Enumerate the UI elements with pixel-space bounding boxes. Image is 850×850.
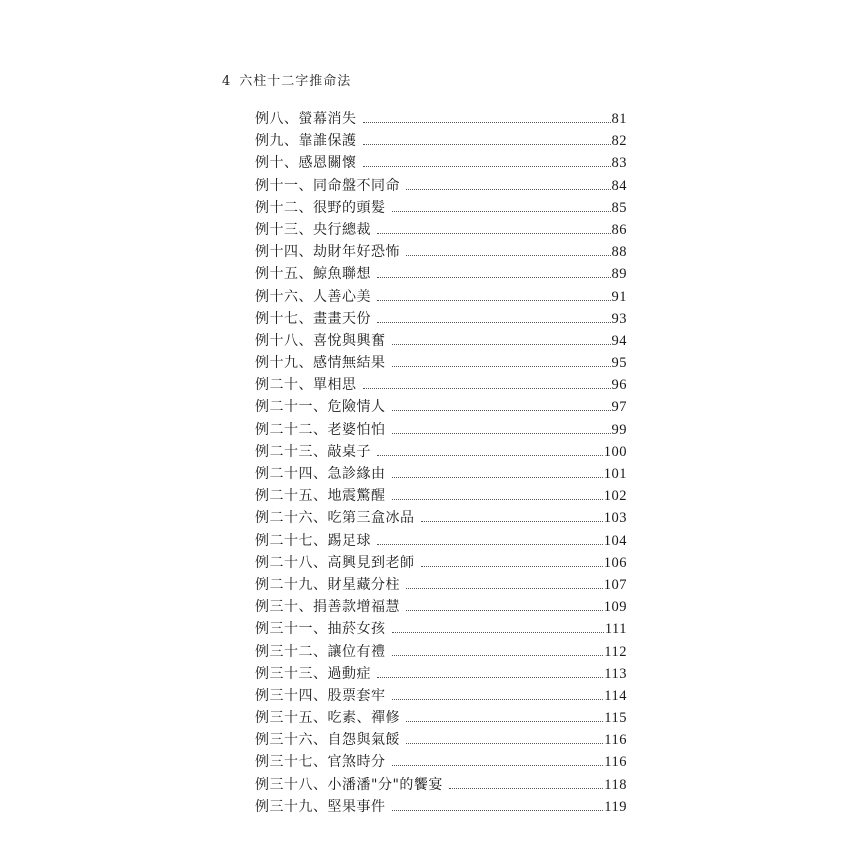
toc-entry — [255, 419, 627, 441]
toc-entry-title: 例二十八、高興見到老師 — [255, 554, 415, 571]
toc-entry — [255, 374, 627, 396]
toc-entry — [255, 485, 627, 507]
dot-leader — [392, 477, 603, 478]
toc-entry-title: 例二十七、踢足球 — [255, 532, 371, 549]
toc-entry-page: 96 — [611, 377, 627, 394]
toc-entry-title: 例三十三、過動症 — [255, 665, 371, 682]
table-of-contents — [255, 108, 627, 818]
toc-entry-title: 例三十一、抽菸女孩 — [255, 621, 386, 638]
toc-entry-page: 112 — [604, 643, 627, 660]
toc-entry-page: 88 — [611, 244, 627, 261]
dot-leader — [406, 189, 611, 190]
toc-entry-title: 例二十二、老婆怕怕 — [255, 421, 386, 438]
toc-entry-title: 例二十六、吃第三盒冰品 — [255, 510, 415, 527]
toc-entry-page: 106 — [603, 554, 627, 571]
toc-entry — [255, 441, 627, 463]
toc-entry — [255, 175, 627, 197]
toc-entry — [255, 751, 627, 773]
toc-entry-title: 例三十六、自怨與氣餒 — [255, 732, 400, 749]
toc-entry-page: 118 — [604, 776, 627, 793]
toc-entry — [255, 463, 627, 485]
dot-leader — [377, 300, 611, 301]
toc-entry — [255, 596, 627, 618]
dot-leader — [406, 743, 603, 744]
dot-leader — [392, 499, 603, 500]
header-page-number: 4 — [222, 74, 232, 89]
toc-entry-title: 例三十四、股票套牢 — [255, 687, 386, 704]
toc-entry — [255, 197, 627, 219]
toc-entry-page: 104 — [603, 532, 627, 549]
toc-entry-page: 81 — [611, 111, 627, 127]
toc-entry — [255, 152, 627, 174]
toc-entry — [255, 663, 627, 685]
toc-entry-page: 83 — [611, 155, 627, 172]
toc-entry-page: 91 — [611, 288, 627, 305]
toc-entry — [255, 219, 627, 241]
toc-entry — [255, 330, 627, 352]
toc-entry — [255, 530, 627, 552]
toc-entry — [255, 241, 627, 263]
toc-entry — [255, 263, 627, 285]
toc-entry-title: 例九、靠誰保護 — [255, 133, 357, 150]
toc-entry-title: 例三十五、吃素、禪修 — [255, 710, 400, 727]
toc-entry-title: 例二十四、急診緣由 — [255, 466, 386, 482]
toc-entry — [255, 707, 627, 729]
dot-leader — [363, 122, 611, 123]
toc-entry — [255, 685, 627, 707]
toc-entry-page: 93 — [611, 310, 627, 327]
toc-entry — [255, 729, 627, 751]
dot-leader — [377, 544, 603, 545]
toc-entry-page: 101 — [603, 466, 627, 482]
dot-leader — [377, 322, 611, 323]
dot-leader — [363, 166, 611, 167]
toc-entry-page: 103 — [603, 510, 627, 527]
dot-leader — [392, 344, 611, 345]
dot-leader — [392, 366, 611, 367]
dot-leader — [449, 788, 603, 789]
toc-entry-page: 111 — [604, 621, 627, 638]
toc-entry — [255, 108, 627, 130]
toc-entry-title: 例二十三、敲桌子 — [255, 443, 371, 460]
toc-entry-title: 例十四、劫財年好恐怖 — [255, 244, 400, 261]
dot-leader — [377, 277, 611, 278]
dot-leader — [392, 211, 611, 212]
toc-entry-page: 102 — [603, 488, 627, 505]
dot-leader — [392, 433, 611, 434]
toc-entry-title: 例二十五、地震驚醒 — [255, 488, 386, 505]
dot-leader — [406, 588, 603, 589]
toc-entry — [255, 130, 627, 152]
running-header — [222, 70, 351, 89]
dot-leader — [363, 144, 611, 145]
toc-entry — [255, 796, 627, 818]
toc-entry-title: 例十八、喜悅與興奮 — [255, 332, 386, 349]
toc-entry-title: 例二十九、財星藏分柱 — [255, 576, 400, 593]
dot-leader — [363, 388, 611, 389]
dot-leader — [392, 765, 604, 766]
toc-entry — [255, 574, 627, 596]
toc-entry-page: 94 — [611, 332, 627, 349]
toc-entry-page: 119 — [604, 798, 627, 815]
toc-entry — [255, 552, 627, 574]
toc-entry-title: 例十五、鯨魚聯想 — [255, 266, 371, 283]
toc-entry-title: 例十九、感情無結果 — [255, 355, 386, 372]
toc-entry-title: 例三十二、讓位有禮 — [255, 643, 386, 660]
toc-entry-title: 例三十、捐善款增福慧 — [255, 599, 400, 616]
toc-entry — [255, 352, 627, 374]
header-book-title: 六柱十二字推命法 — [239, 74, 352, 89]
toc-entry-page: 84 — [611, 177, 627, 194]
dot-leader — [406, 721, 603, 722]
dot-leader — [392, 410, 611, 411]
toc-entry-title: 例三十九、堅果事件 — [255, 798, 386, 815]
dot-leader — [406, 610, 603, 611]
toc-entry — [255, 641, 627, 663]
toc-entry-title: 例二十一、危險情人 — [255, 399, 386, 416]
toc-entry-page: 109 — [603, 599, 627, 616]
toc-entry-page: 100 — [603, 443, 627, 460]
toc-entry-page: 114 — [604, 687, 627, 704]
toc-entry-page: 116 — [604, 754, 627, 771]
dot-leader — [406, 255, 611, 256]
toc-entry-title: 例二十、單相思 — [255, 377, 357, 394]
toc-entry — [255, 618, 627, 640]
toc-entry-title: 例三十七、官煞時分 — [255, 754, 386, 771]
toc-entry-page: 86 — [611, 221, 627, 238]
dot-leader — [392, 655, 604, 656]
dot-leader — [392, 810, 604, 811]
dot-leader — [421, 566, 603, 567]
toc-entry-title: 例三十八、小潘潘"分"的饗宴 — [255, 776, 443, 793]
toc-entry — [255, 286, 627, 308]
toc-entry-page: 115 — [604, 710, 627, 727]
toc-entry-page: 89 — [611, 266, 627, 283]
toc-entry — [255, 396, 627, 418]
dot-leader — [377, 233, 611, 234]
toc-entry-title: 例十七、畫畫天份 — [255, 310, 371, 327]
toc-entry-page: 116 — [604, 732, 627, 749]
toc-entry-page: 85 — [611, 199, 627, 216]
toc-entry-page: 82 — [611, 133, 627, 150]
toc-entry — [255, 308, 627, 330]
dot-leader — [377, 677, 603, 678]
toc-entry-page: 97 — [611, 399, 627, 416]
toc-entry-page: 95 — [611, 355, 627, 372]
toc-entry-title: 例十一、同命盤不同命 — [255, 177, 400, 194]
toc-entry-page: 107 — [603, 576, 627, 593]
toc-entry — [255, 774, 627, 796]
dot-leader — [392, 632, 604, 633]
toc-entry-title: 例十六、人善心美 — [255, 288, 371, 305]
dot-leader — [392, 699, 604, 700]
toc-entry — [255, 507, 627, 529]
toc-entry-title: 例八、螢幕消失 — [255, 111, 357, 127]
toc-entry-page: 113 — [604, 665, 627, 682]
dot-leader — [421, 521, 603, 522]
toc-entry-title: 例十二、很野的頭髮 — [255, 199, 386, 216]
toc-entry-title: 例十三、央行總裁 — [255, 221, 371, 238]
toc-entry-page: 99 — [611, 421, 627, 438]
dot-leader — [377, 455, 603, 456]
toc-entry-title: 例十、感恩關懷 — [255, 155, 357, 172]
